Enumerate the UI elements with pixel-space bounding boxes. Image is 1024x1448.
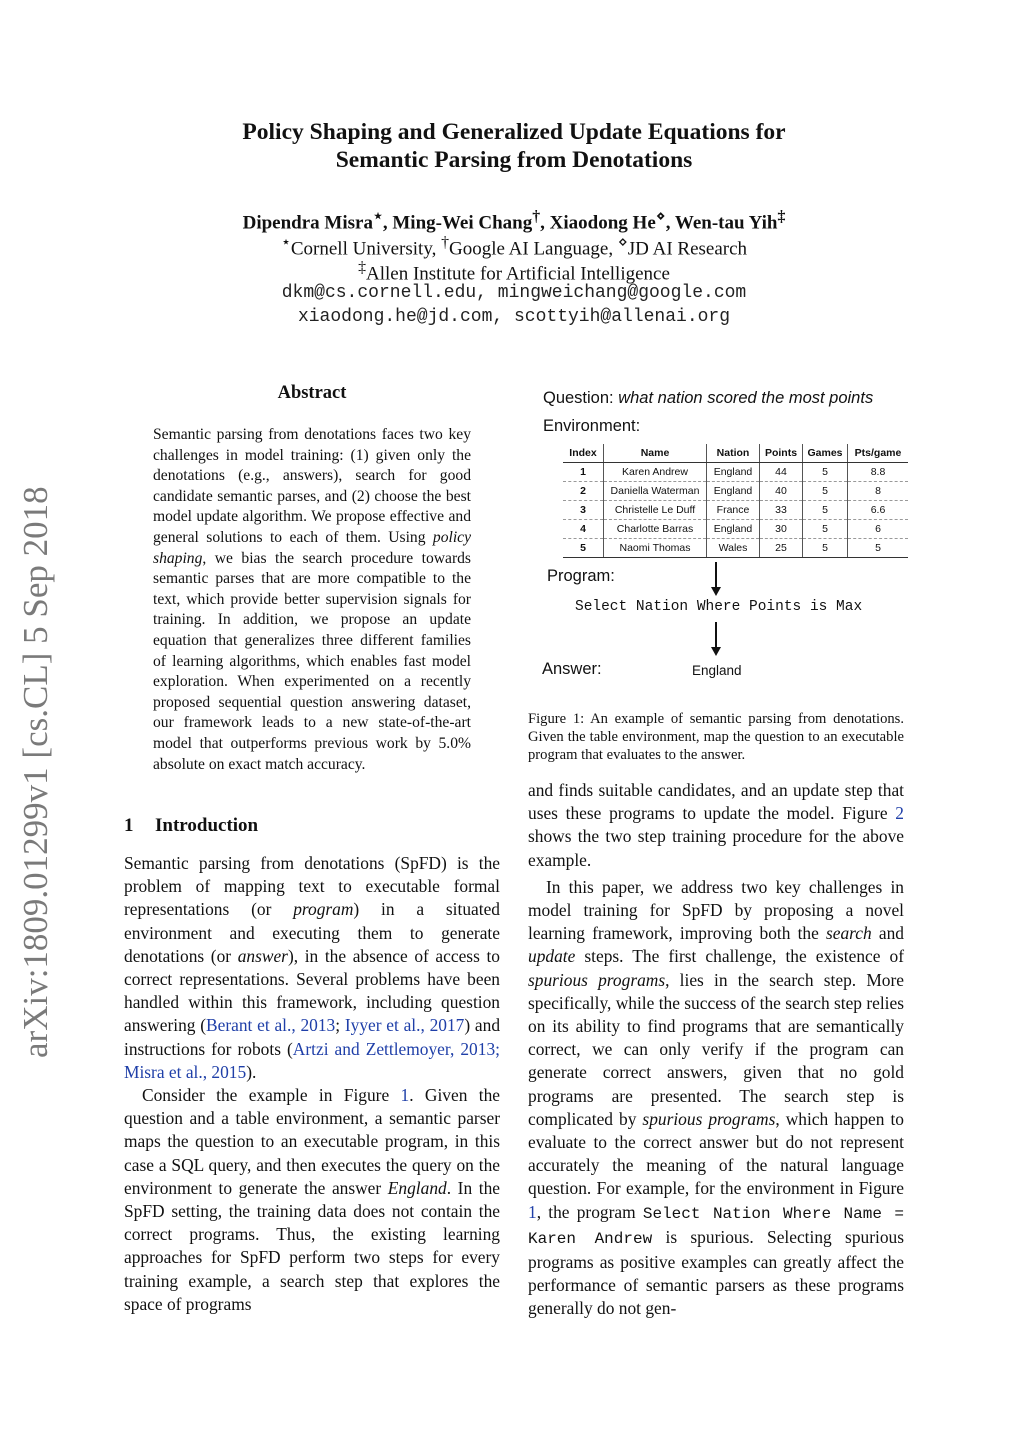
table-cell: 5 xyxy=(803,482,848,501)
email-line-1: dkm@cs.cornell.edu, mingweichang@google.com xyxy=(281,283,747,303)
left-column-body xyxy=(124,852,500,1316)
table-cell: 4 xyxy=(563,520,604,539)
table-cell: 5 xyxy=(563,539,604,558)
affiliation-mark: ⋄ xyxy=(617,234,628,251)
column-header: Pts/game xyxy=(848,444,909,463)
table-row xyxy=(563,539,908,558)
figure-ref-link[interactable]: 1 xyxy=(528,1201,537,1222)
table-cell: 25 xyxy=(760,539,803,558)
table-cell: 40 xyxy=(760,482,803,501)
paragraph: and finds suitable candidates, and an update step that uses these programs to update the model. Figure 2 shows the two step training procedure for the above example. xyxy=(528,780,904,870)
table-cell: France xyxy=(707,501,760,520)
table-cell: Karen Andrew xyxy=(604,463,707,482)
emphasis: update xyxy=(528,946,576,967)
table-cell: 6 xyxy=(848,520,909,539)
inline-code: Select Nation Where Name = Karen Andrew xyxy=(528,1204,904,1248)
column-header: Name xyxy=(604,444,707,463)
table-cell: England xyxy=(707,482,760,501)
program-label: Program: xyxy=(547,567,615,585)
abstract-text: , we bias the search procedure towards semantic parses that are more compatible to the text, which provide better supervision signals for training. In addition, we propose an update equation that generalizes three different families of learning algorithms, which enables fast model exploration. When experimented on a recently proposed sequential question answering dataset, our framework leads to a new state-of-the-art model that outperforms previous work by 5.0% absolute on exact match accuracy. xyxy=(153,549,471,773)
abstract-text: Semantic parsing from denotations faces two key challenges in model training: (1) given only the denotations (e.g., answers), search for good candidate semantic parses, and (2) choose the best model update algorithm. We propose effective and general solutions to each of them. Using xyxy=(153,426,471,546)
table-header-row xyxy=(563,444,908,463)
section-number: 1 xyxy=(124,815,134,836)
email-line-2: xiaodong.he@jd.com, scottyih@allenai.org xyxy=(297,307,731,327)
answer-value: England xyxy=(692,663,742,678)
table-cell: 8 xyxy=(848,482,909,501)
table-cell: 5 xyxy=(803,520,848,539)
question-text: what nation scored the most points xyxy=(618,389,874,407)
abstract-emphasis: policy shaping xyxy=(153,528,471,567)
table-cell: Wales xyxy=(707,539,760,558)
table-row xyxy=(563,520,908,539)
author-mark: ‡ xyxy=(777,208,786,225)
section-title: Introduction xyxy=(155,815,259,836)
column-header: Games xyxy=(803,444,848,463)
environment-table xyxy=(563,444,908,558)
table-cell: 6.6 xyxy=(848,501,909,520)
title-line-2: Semantic Parsing from Denotations xyxy=(335,147,693,173)
arrow-head-icon xyxy=(711,587,721,596)
table-row xyxy=(563,463,908,482)
table-cell: 5 xyxy=(803,501,848,520)
emphasis: spurious programs xyxy=(528,969,666,990)
author-mark: ⋄ xyxy=(655,208,666,225)
question-label: Question: xyxy=(543,389,619,407)
emphasis: program xyxy=(293,899,354,920)
table-cell: Charlotte Barras xyxy=(604,520,707,539)
affiliation: Allen Institute for Artificial Intelligence xyxy=(366,263,670,285)
citation-link[interactable]: Berant et al., 2013 xyxy=(206,1015,336,1036)
arxiv-identifier: arXiv:1809.01299v1 [cs.CL] 5 Sep 2018 xyxy=(16,486,55,1058)
column-header: Nation xyxy=(707,444,760,463)
paper-title xyxy=(150,118,878,174)
arrow-head-icon xyxy=(711,647,721,656)
affiliation-mark: ‡ xyxy=(358,259,366,276)
figure-caption: Figure 1: An example of semantic parsing from denotations. Given the table environment, map the question to an executable program that evaluates to the answer. xyxy=(528,711,904,764)
table-cell: Naomi Thomas xyxy=(604,539,707,558)
program-code: Select Nation Where Points is Max xyxy=(575,599,863,615)
author-name: Dipendra Misra xyxy=(242,212,373,234)
author-mark: † xyxy=(532,208,541,225)
emphasis: answer xyxy=(237,945,288,966)
abstract-heading: Abstract xyxy=(277,383,347,403)
citation-link[interactable]: Misra et al., 2015 xyxy=(124,1061,247,1082)
author-name: Ming-Wei Chang xyxy=(392,212,533,234)
table-cell: 30 xyxy=(760,520,803,539)
table-cell: 2 xyxy=(563,482,604,501)
figure-question xyxy=(543,389,873,408)
column-header: Points xyxy=(760,444,803,463)
author-mark: ⋆ xyxy=(372,208,383,225)
paragraph: Consider the example in Figure 1. Given the question and a table environment, a semantic parser maps the question to an executable program, in this case a SQL query, and then executes the query on the environment to generate the answer England. In the SpFD setting, the training data does not contain the correct programs. Thus, the existing learning approaches for SpFD perform two steps for every training example, a search step that explores the space of programs xyxy=(124,1085,501,1314)
citation-link[interactable]: Iyyer et al., 2017 xyxy=(344,1015,465,1036)
table-cell: 3 xyxy=(563,501,604,520)
table-cell: 44 xyxy=(760,463,803,482)
affiliation: JD AI Research xyxy=(627,238,748,260)
table-cell: England xyxy=(707,463,760,482)
author-name: Wen-tau Yih xyxy=(674,212,778,234)
table-cell: 5 xyxy=(803,539,848,558)
paragraph: Semantic parsing from denotations (SpFD) is the problem of mapping text to executable formal representations (or program) in a situated environment and executing them to generate denotations (or answer), in the absence of access to correct representations. Several problems have been handled within this framework, including question answering (Berant et al., 2013; Iyyer et al., 2017) and instructions for robots (Artzi and Zettlemoyer, 2013; Misra et al., 2015). xyxy=(124,853,501,1082)
column-header: Index xyxy=(563,444,604,463)
paragraph: In this paper, we address two key challenges in model training for SpFD by proposing a novel learning framework, improving both the search and update steps. The first challenge, the existence of spurious programs, lies in the search step. More specifically, while the success of the search step relies on its ability to find programs that are semantically correct, we can only verify if the program can generate correct answers, given that no gold programs are presented. The search step is complicated by spurious programs, which happen to evaluate to the correct answer but do not represent accurately the meaning of the natural language question. For example, for the environment in Figure 1, the program Select Nation Where Name = Karen Andrew is spurious. Selecting spurious programs as positive examples can greatly affect the performance of semantic parsers as these programs generally do not gen- xyxy=(528,876,905,1319)
affiliation-mark: ⋆ xyxy=(280,234,291,251)
environment-label: Environment: xyxy=(543,417,641,435)
table-row xyxy=(563,501,908,520)
title-line-1: Policy Shaping and Generalized Update Equations for xyxy=(242,119,786,145)
affiliation: Google AI Language, xyxy=(449,238,618,260)
citation-link[interactable]: Artzi and Zettlemoyer, 2013 xyxy=(292,1038,496,1059)
right-column-body xyxy=(528,779,904,1321)
table-cell: 1 xyxy=(563,463,604,482)
abstract-body xyxy=(153,425,471,775)
emphasis: spurious programs xyxy=(642,1108,776,1129)
author-list: Dipendra Misra⋆, Ming-Wei Chang†, Xiaodong He⋄, Wen-tau Yih‡ xyxy=(242,208,786,234)
figure-ref-link[interactable]: 2 xyxy=(895,803,904,824)
answer-label: Answer: xyxy=(542,660,602,678)
emphasis: England xyxy=(387,1177,447,1198)
table-cell: Christelle Le Duff xyxy=(604,501,707,520)
emphasis: search xyxy=(826,923,872,944)
table-cell: 5 xyxy=(848,539,909,558)
table-cell: 5 xyxy=(803,463,848,482)
section-heading xyxy=(124,815,504,837)
affiliation: Cornell University, xyxy=(290,238,442,260)
table-cell: 8.8 xyxy=(848,463,909,482)
table-row xyxy=(563,482,908,501)
affiliation-mark: † xyxy=(441,234,450,251)
author-name: Xiaodong He xyxy=(549,212,656,234)
figure-ref-link[interactable]: 1 xyxy=(400,1085,410,1106)
table-cell: England xyxy=(707,520,760,539)
arrow-down-icon xyxy=(715,622,717,648)
arrow-down-icon xyxy=(715,562,717,588)
table-cell: Daniella Waterman xyxy=(604,482,707,501)
table-cell: 33 xyxy=(760,501,803,520)
